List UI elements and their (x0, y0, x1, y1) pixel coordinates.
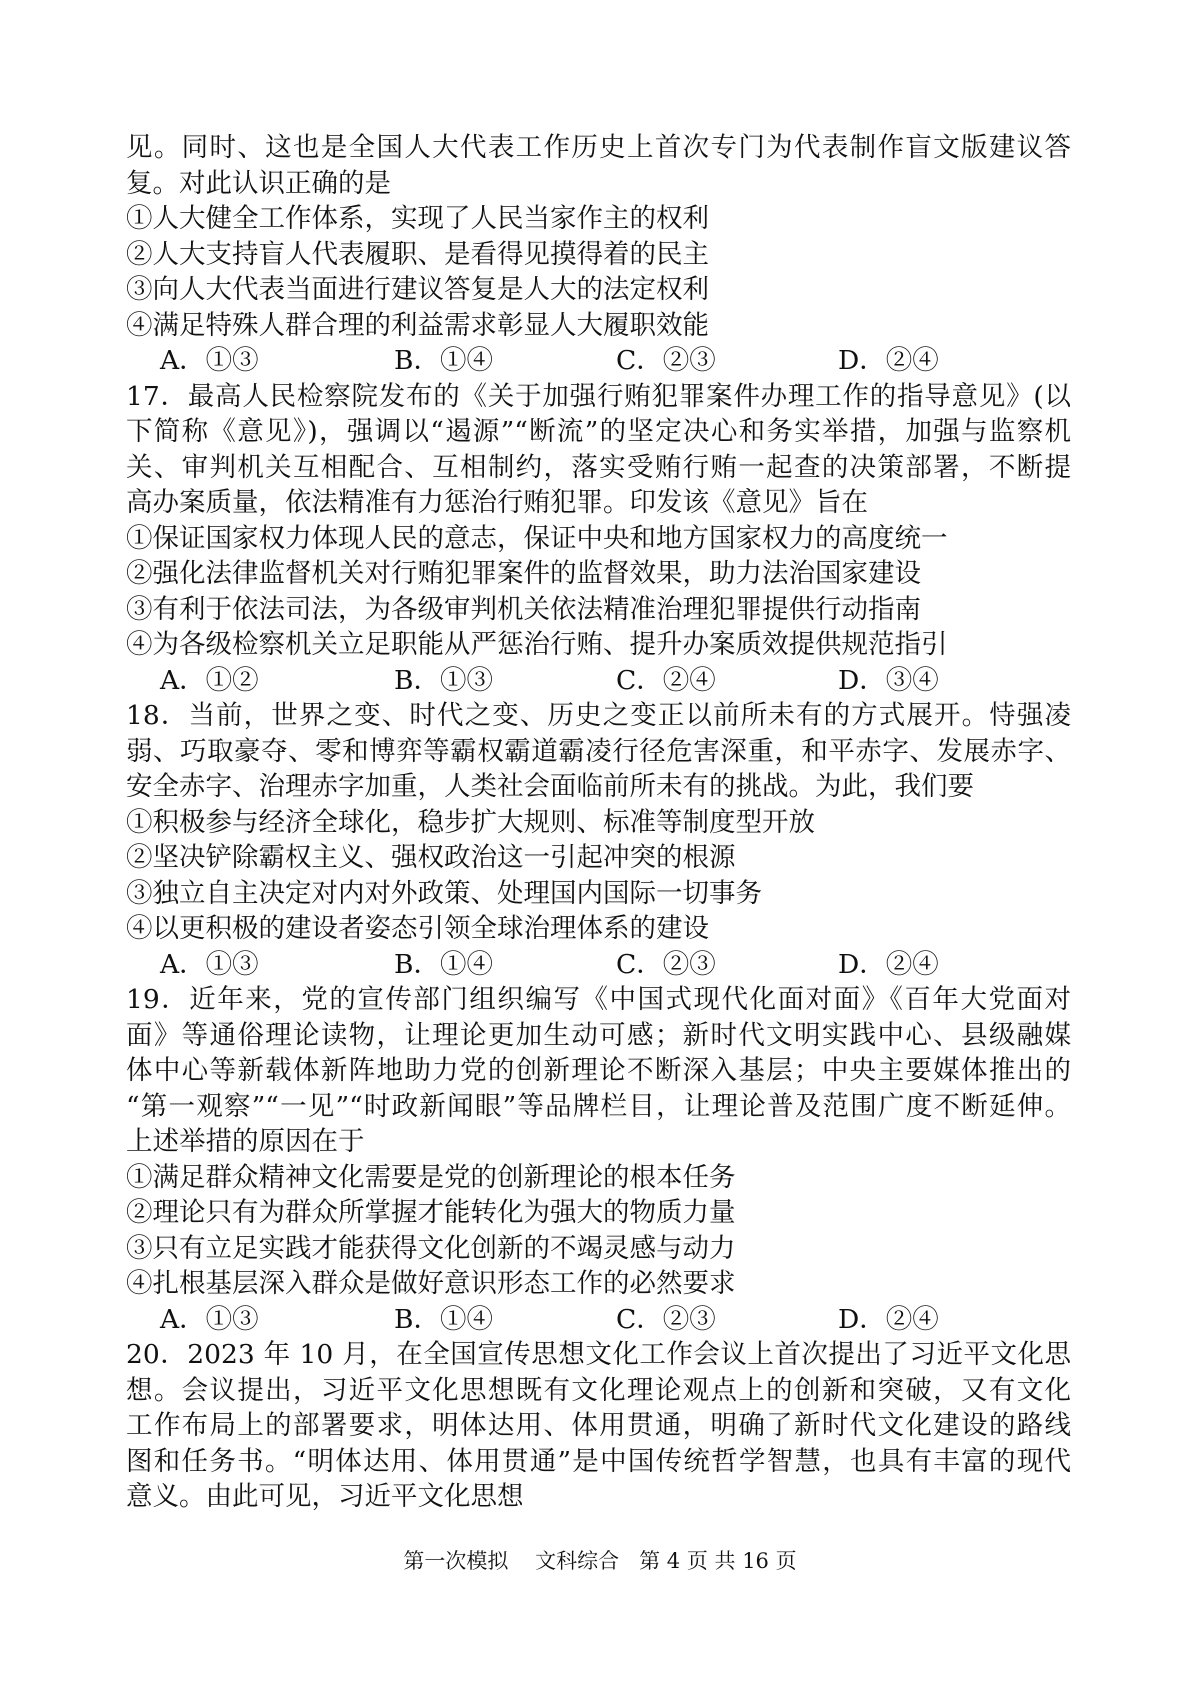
answer-option-d: D．②④ (838, 948, 939, 980)
text-line: 见。同时、这也是全国人大代表工作历史上首次专门为代表制作盲文版建议答 (126, 132, 1071, 163)
text-line: ④满足特殊人群合理的利益需求彰显人大履职效能 (126, 309, 709, 341)
text-line: 弱、巧取豪夺、零和博弈等霸权霸道霸凌行径危害深重，和平赤字、发展赤字、 (126, 735, 1071, 767)
answer-option-d: D．②④ (838, 1303, 939, 1335)
answer-option-b: B．①④ (394, 345, 493, 376)
text-line: 下简称《意见》)，强调以“遏源”“断流”的坚定决心和务实举措，加强与监察机 (126, 416, 1071, 447)
answer-option-d: D．②④ (838, 345, 939, 376)
text-line: 安全赤字、治理赤字加重，人类社会面临前所未有的挑战。为此，我们要 (126, 771, 974, 802)
answer-option-a: A．①③ (160, 345, 259, 376)
answer-option-b: B．①③ (394, 664, 493, 696)
text-line: 工作布局上的部署要求，明体达用、体用贯通，明确了新时代文化建设的路线 (126, 1410, 1071, 1441)
answer-option-c: C．②③ (616, 948, 716, 980)
text-line: 复。对此认识正确的是 (126, 167, 391, 199)
answer-options-row (126, 343, 1071, 379)
answer-option-a: A．①③ (160, 1303, 259, 1335)
text-line: ①人大健全工作体系，实现了人民当家作主的权利 (126, 203, 709, 234)
answer-option-c: C．②④ (616, 664, 716, 696)
text-line: ④扎根基层深入群众是做好意识形态工作的必然要求 (126, 1268, 736, 1299)
answer-options-row (126, 1302, 1071, 1338)
text-line: 19．近年来，党的宣传部门组织编写《中国式现代化面对面》《百年大党面对 (126, 984, 1071, 1015)
text-line: “第一观察”“一见”“时政新闻眼”等品牌栏目，让理论普及范围广度不断延伸。 (126, 1090, 1071, 1122)
answer-option-c: C．②③ (616, 345, 716, 376)
answer-option-a: A．①② (160, 664, 259, 696)
page-content (126, 130, 1071, 1515)
text-line: 上述举措的原因在于 (126, 1126, 365, 1157)
answer-options-row (126, 663, 1071, 699)
text-line: 高办案质量，依法精准有力惩治行贿犯罪。印发该《意见》旨在 (126, 487, 868, 518)
text-line: 关、审判机关互相配合、互相制约，落实受贿行贿一起查的决策部署，不断提 (126, 451, 1071, 483)
text-line: ③有利于依法司法，为各级审判机关依法精准治理犯罪提供行动指南 (126, 593, 921, 625)
text-line: ②强化法律监督机关对行贿犯罪案件的监督效果，助力法治国家建设 (126, 558, 921, 589)
text-line: ④为各级检察机关立足职能从严惩治行贿、提升办案质效提供规范指引 (126, 629, 948, 660)
text-line: ②理论只有为群众所掌握才能转化为强大的物质力量 (126, 1197, 736, 1228)
answer-option-b: B．①④ (394, 948, 493, 980)
text-line: ②人大支持盲人代表履职、是看得见摸得着的民主 (126, 238, 709, 270)
text-line: ③独立自主决定对内对外政策、处理国内国际一切事务 (126, 877, 762, 909)
text-line: 18．当前，世界之变、时代之变、历史之变正以前所未有的方式展开。恃强凌 (126, 700, 1071, 731)
text-line: 图和任务书。“明体达用、体用贯通”是中国传统哲学智慧，也具有丰富的现代 (126, 1445, 1071, 1477)
answer-option-a: A．①③ (160, 948, 259, 980)
text-line: ①保证国家权力体现人民的意志，保证中央和地方国家权力的高度统一 (126, 522, 948, 554)
text-line: ①积极参与经济全球化，稳步扩大规则、标准等制度型开放 (126, 806, 815, 838)
text-line: 17．最高人民检察院发布的《关于加强行贿犯罪案件办理工作的指导意见》(以 (126, 380, 1071, 412)
answer-option-d: D．③④ (838, 664, 939, 696)
text-line: 20．2023 年 10 月，在全国宣传思想文化工作会议上首次提出了习近平文化思 (126, 1339, 1071, 1370)
text-line: 意义。由此可见，习近平文化思想 (126, 1481, 524, 1512)
answer-option-c: C．②③ (616, 1303, 716, 1335)
answer-option-b: B．①④ (394, 1303, 493, 1335)
text-line: ③向人大代表当面进行建议答复是人大的法定权利 (126, 274, 709, 305)
text-line: ④以更积极的建设者姿态引领全球治理体系的建设 (126, 913, 709, 944)
text-line: ③只有立足实践才能获得文化创新的不竭灵感与动力 (126, 1232, 736, 1264)
text-line: ②坚决铲除霸权主义、强权政治这一引起冲突的根源 (126, 842, 736, 873)
text-line: ①满足群众精神文化需要是党的创新理论的根本任务 (126, 1161, 736, 1193)
text-line: 想。会议提出，习近平文化思想既有文化理论观点上的创新和突破，又有文化 (126, 1374, 1071, 1406)
answer-options-row (126, 947, 1071, 983)
page-footer: 第一次模拟 文科综合 第 4 页 共 16 页 (403, 1549, 797, 1573)
text-line: 面》等通俗理论读物，让理论更加生动可感；新时代文明实践中心、县级融媒 (126, 1019, 1071, 1051)
text-line: 体中心等新载体新阵地助力党的创新理论不断深入基层；中央主要媒体推出的 (126, 1055, 1071, 1086)
